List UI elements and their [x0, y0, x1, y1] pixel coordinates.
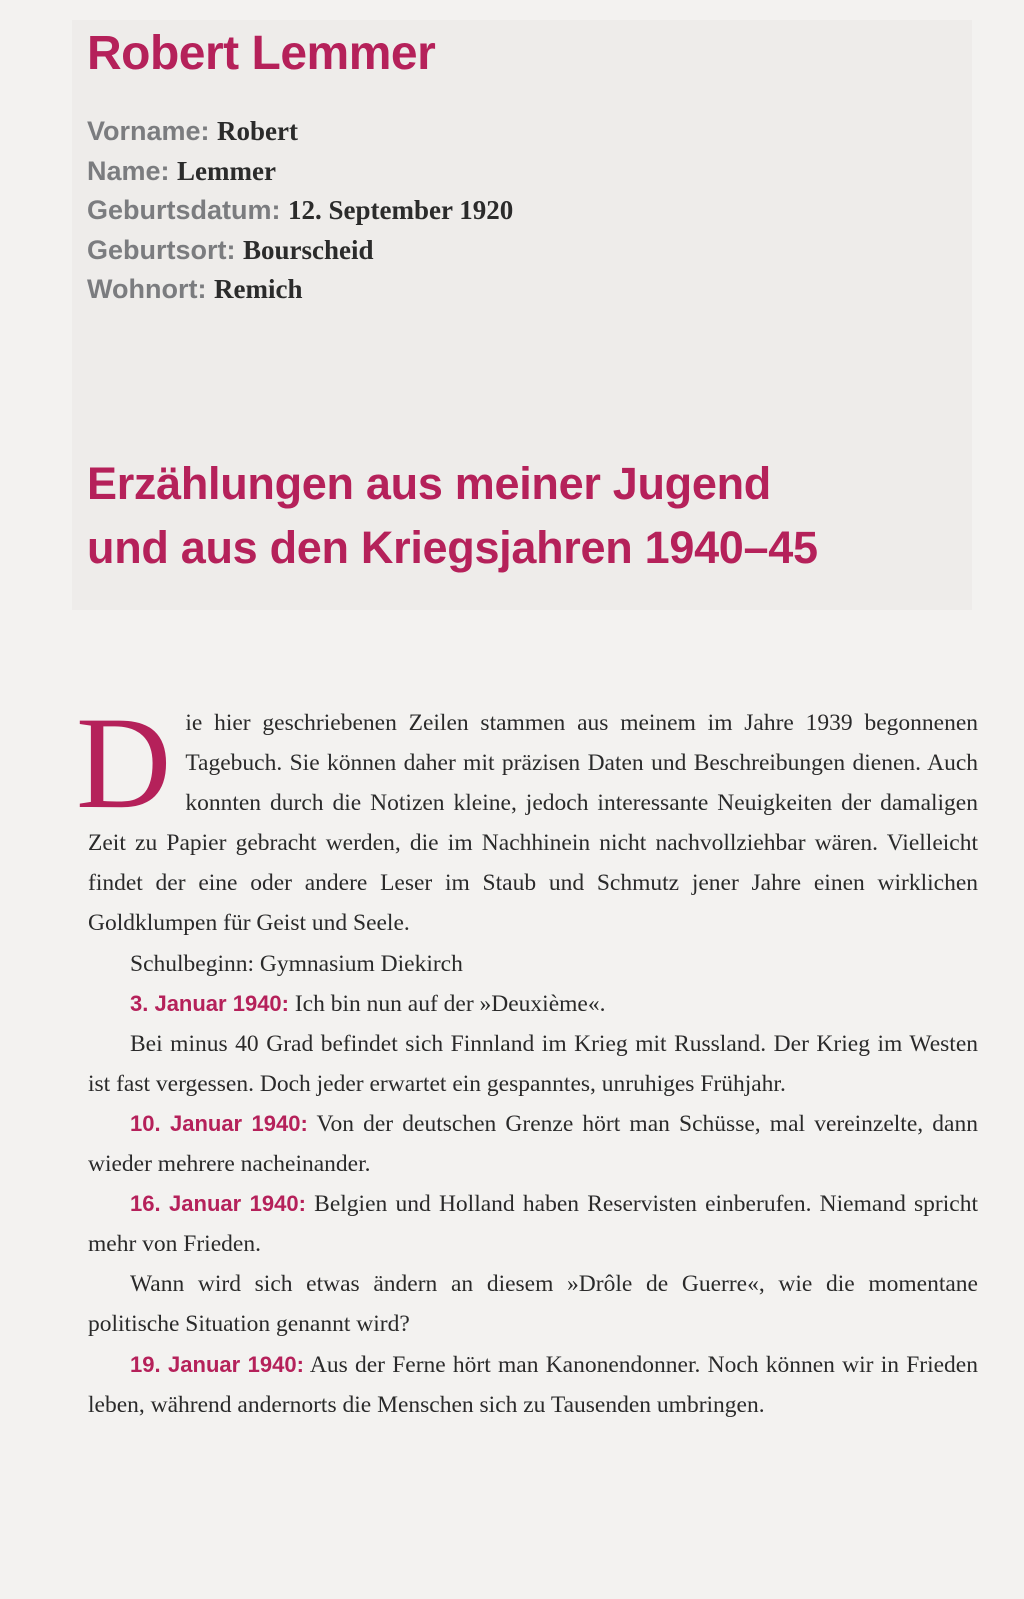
diary-entry [88, 1345, 978, 1425]
diary-entry [88, 1184, 978, 1264]
school-line: Schulbeginn: Gymnasium Diekirch [130, 950, 463, 977]
fact-value: Remich [213, 274, 303, 304]
entry-text: Ich bin nun auf der »Deuxième«. [288, 990, 606, 1017]
person-facts [87, 112, 787, 310]
intro-text: ie hier geschriebenen Zeilen stammen aus meinem im Jahre 1939 begonnenen Tagebuch. Sie können daher mit präzisen Daten und Beschreibungen dienen. Auch konnten durch die Notizen kleine, jedoch interessante Neuigkeiten der damaligen Zeit zu Papier gebracht werden, die im Nachhinein nicht nachvollziehbar wären. Vielleicht findet der eine oder andere Leser im Staub und Schmutz jener Jahre einen wirklichen Goldklumpen für Geist und Seele. [88, 710, 978, 937]
diary-entry [88, 1024, 978, 1104]
entry-date: 19. Januar 1940: [130, 1351, 304, 1377]
entry-text: Bei minus 40 Grad befindet sich Finnland im Krieg mit Russland. Der Krieg im Westen ist fast vergessen. Doch jeder erwartet ein gespanntes, unruhiges Frühjahr. [88, 1030, 978, 1097]
person-name-heading: Robert Lemmer [87, 27, 436, 80]
entry-date: 16. Januar 1940: [130, 1191, 306, 1217]
entry-text: Belgien und Holland haben Reservisten einberufen. Niemand spricht mehr von Frieden. [88, 1191, 978, 1258]
fact-residence [87, 270, 787, 310]
story-title-line-2: und aus den Kriegsjahren 1940–45 [87, 522, 818, 573]
fact-birth-date [87, 191, 787, 231]
fact-label: Name: [87, 155, 170, 186]
entry-date: 3. Januar 1940: [130, 990, 289, 1016]
entry-text: Aus der Ferne hört man Kanonendonner. Noch können wir in Frieden leben, während andernorts die Menschen sich zu Tausenden umbringen. [88, 1351, 978, 1418]
fact-label: Wohnort: [87, 274, 207, 304]
fact-last-name [87, 152, 787, 192]
fact-first-name [87, 112, 787, 152]
story-title [87, 452, 967, 580]
entry-text: Wann wird sich etwas ändern an diesem »Drôle de Guerre«, wie die momentane politische Situation genannt wird? [88, 1271, 978, 1338]
intro-paragraph [76, 689, 978, 944]
entry-text: Von der deutschen Grenze hört man Schüsse, mal vereinzelte, dann wieder mehrere nacheinander. [88, 1110, 978, 1178]
fact-label: Vorname: [87, 116, 210, 146]
fact-birth-place [87, 231, 787, 271]
story-title-line-1: Erzählungen aus meiner Jugend [87, 458, 771, 509]
drop-cap: D [76, 689, 172, 836]
fact-label: Geburtsort: [87, 234, 236, 265]
fact-value: 12. September 1920 [288, 195, 514, 225]
fact-value: Robert [217, 116, 299, 146]
story-body [76, 689, 978, 1425]
fact-value: Bourscheid [243, 234, 374, 265]
diary-entry [88, 1104, 978, 1184]
fact-value: Lemmer [177, 155, 276, 186]
diary-entry [88, 1264, 978, 1344]
entry-date: 10. Januar 1940: [130, 1110, 308, 1136]
fact-label: Geburtsdatum: [87, 195, 281, 225]
diary-entry [88, 984, 978, 1024]
